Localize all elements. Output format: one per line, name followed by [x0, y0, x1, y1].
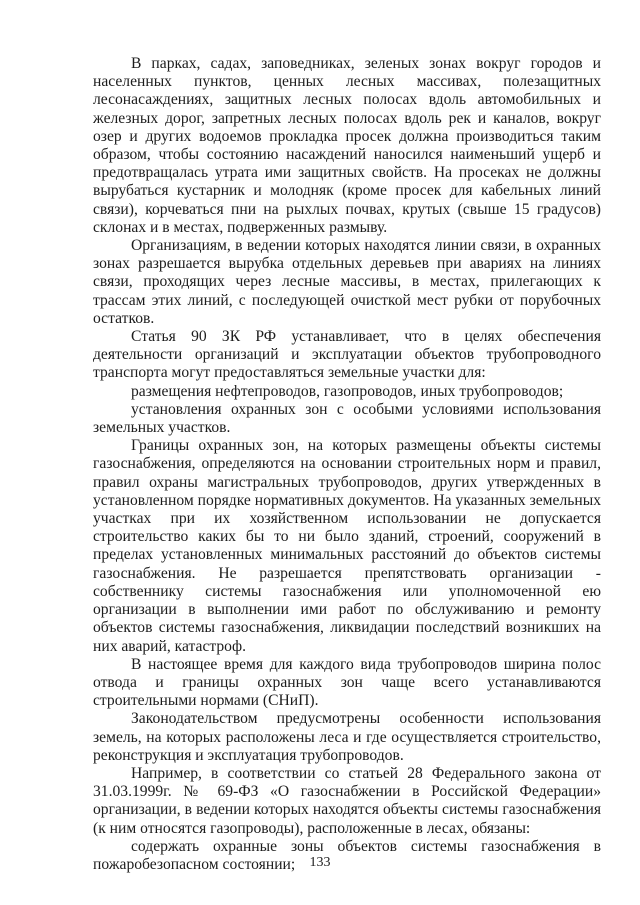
paragraph-communication-lines: Организациям, в ведении которых находятся линии связи, в охранных зонах разрешается вырубка отдельных деревьев при авариях на линиях связи, проходящих через лесные массивы, в местах, прилегающих к трассам этих линий, с последующей очисткой мест рубки от порубочных остатков.: [93, 237, 601, 327]
paragraph-fire-safety: содержать охранные зоны объектов системы газоснабжения в пожаробезопасном состоянии;: [93, 837, 601, 873]
paragraph-article-90: Статья 90 ЗК РФ устанавливает, что в целях обеспечения деятельности организаций и эксплуатации объектов трубопроводного транспорта могут предоставляться земельные участки для:: [93, 328, 601, 382]
paragraph-zone-boundaries: Границы охранных зон, на которых размещены объекты системы газоснабжения, определяются на основании строительных норм и правил, правил охраны магистральных трубопроводов, других утвержденных в установленном порядке нормативных документов. На указанных земельных участках при их хозяйственном использовании не допускается строительство каких бы то ни было зданий, строений, сооружений в пределах установленных минимальных расстояний до объектов системы газоснабжения. Не разрешается препятствовать организации - собственнику системы газоснабжения или уполномоченной ею организации в выполнении ими работ по обслуживанию и ремонту объектов системы газоснабжения, ликвидации последствий возникших на них аварий, катастроф.: [93, 437, 601, 655]
paragraph-forest-clearings: В парках, садах, заповедниках, зеленых зонах вокруг городов и населенных пунктов, ценных лесных массивах, полезащитных лесонасаждениях, защитных лесных полосах вдоль автомобильных и железных дорог, запретных лесных полосах вдоль рек и каналов, вокруг озер и других водоемов прокладка просек должна производиться таким образом, чтобы состоянию насаждений наносился наименьший ущерб и предотвращалась утрата ими защитных свойств. На просеках не должны вырубаться кустарник и молодняк (кроме просек для кабельных линий связи), корчеваться пни на рыхлых почвах, крутых (свыше 15 градусов) склонах и в местах, подверженных размыву.: [93, 55, 601, 236]
paragraph-protection-zones: установления охранных зон с особыми условиями использования земельных участков.: [93, 400, 601, 437]
paragraph-legislation: Законодательством предусмотрены особенности использования земель, на которых расположены леса и где осуществляется строительство, реконструкция и эксплуатация трубопроводов.: [93, 710, 601, 764]
document-page: [93, 55, 601, 874]
paragraph-federal-law: Например, в соответствии со статьей 28 Федерального закона от 31.03.1999г. № 69-ФЗ «О газоснабжении в Российской Федерации» организации, в ведении которых находятся объекты системы газоснабжения (к ним относятся газопроводы), расположенные в лесах, обязаны:: [93, 764, 601, 837]
paragraph-pipelines-placement: размещения нефтепроводов, газопроводов, иных трубопроводов;: [131, 382, 564, 400]
paragraph-snip-norms: В настоящее время для каждого вида трубопроводов ширина полос отвода и границы охранных зон чаще всего устанавливаются строительными нормами (СНиП).: [93, 655, 601, 710]
page-number: 133: [309, 855, 331, 870]
